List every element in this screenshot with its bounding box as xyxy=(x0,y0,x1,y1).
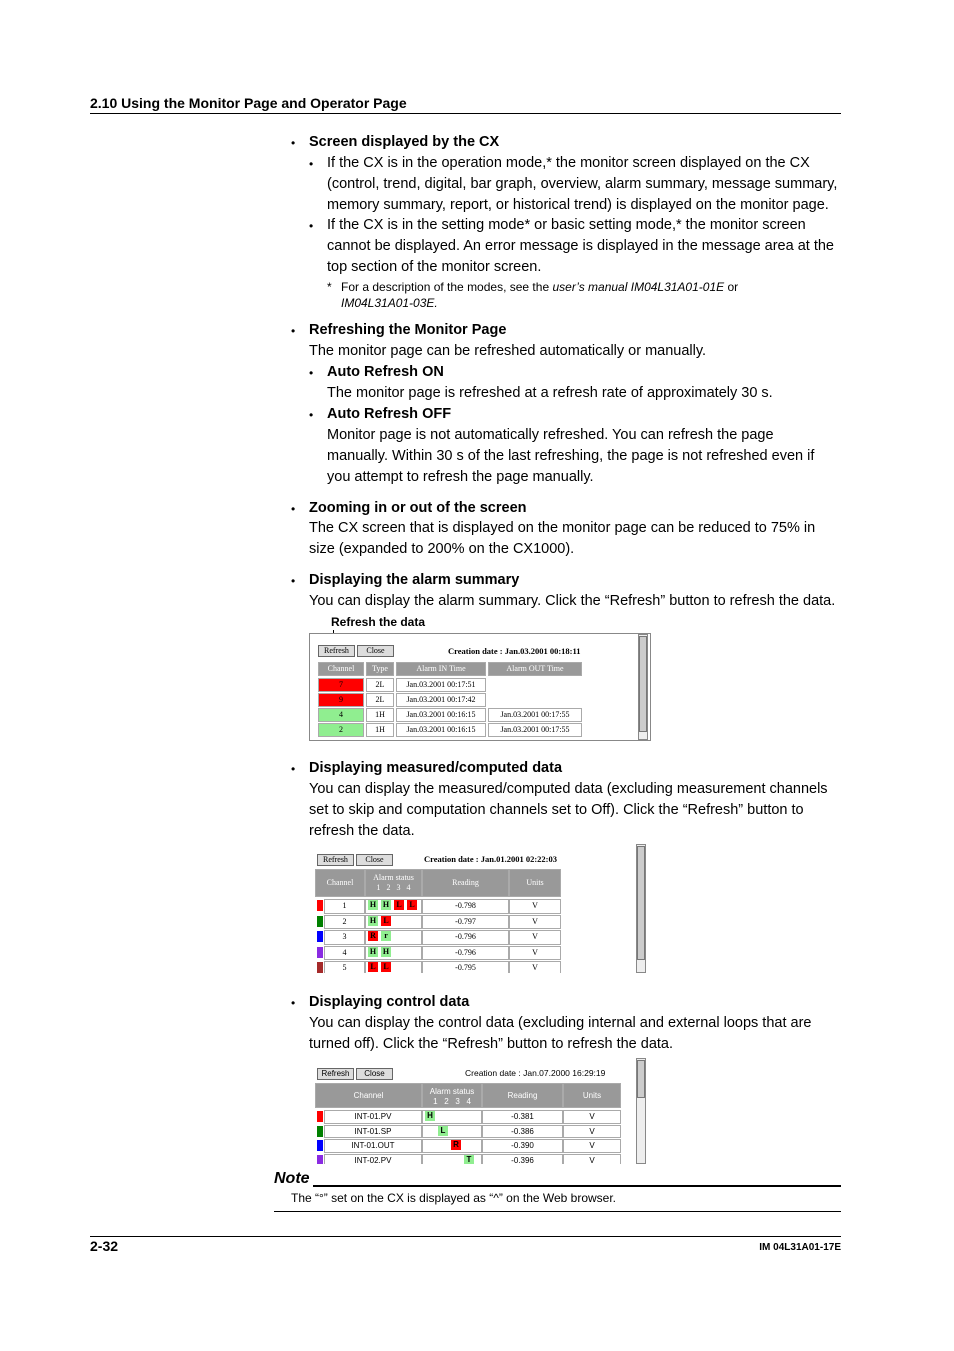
alarm-indicator: L xyxy=(394,900,404,910)
alarm-type: 1H xyxy=(366,708,394,722)
alarm-out-time: Jan.03.2001 00:17:55 xyxy=(488,723,582,737)
column-header: Type xyxy=(366,662,394,676)
unit-value: V xyxy=(509,961,561,973)
channel-name: 5 xyxy=(324,961,365,973)
unit-value: V xyxy=(509,946,561,961)
bullet: • xyxy=(309,366,314,380)
alarm-indicator: H xyxy=(382,946,390,956)
column-header: Channel xyxy=(318,662,364,676)
channel-name: INT-02.PV xyxy=(324,1154,422,1164)
bullet: • xyxy=(291,502,296,516)
note-rule-top xyxy=(313,1185,841,1187)
unit-value: V xyxy=(563,1110,621,1124)
alarm-level-numbers: 1 2 3 4 xyxy=(433,1097,471,1106)
column-header xyxy=(422,869,509,897)
note-title: Note xyxy=(274,1170,310,1187)
scrollbar-thumb[interactable] xyxy=(639,636,647,732)
bullet: • xyxy=(291,136,296,150)
channel-color-swatch xyxy=(317,1126,323,1137)
sec1-bullet1: If the CX is in the operation mode,* the monitor screen displayed on the CX (control, trend, digital, bar graph, overview, alarm summary, message summary, memory summary, report, or historical trend) is displayed on the monitor page. xyxy=(327,155,838,213)
alarm-in-time: Jan.03.2001 00:16:15 xyxy=(396,723,486,737)
reading-value: -0.796 xyxy=(422,946,509,961)
column-header xyxy=(563,1083,621,1108)
alarm-type: 2L xyxy=(366,693,394,707)
channel-color-swatch xyxy=(317,1155,323,1164)
bullet: • xyxy=(291,996,296,1010)
footnote-or: or xyxy=(727,280,739,294)
alarm-indicator: R xyxy=(368,931,378,941)
bullet: • xyxy=(291,574,296,588)
alarm-type: 2L xyxy=(366,678,394,692)
close-button[interactable]: Close xyxy=(357,645,394,657)
column-header-label: Channel xyxy=(326,878,354,887)
alarm-indicator: L xyxy=(381,916,391,926)
unit-value: V xyxy=(509,899,561,914)
alarm-status-cell xyxy=(422,1125,482,1139)
channel-name: INT-01.SP xyxy=(324,1125,422,1139)
sec5-text: You can display the measured/computed data (excluding measurement channels set to skip and computation channels set to Off). Click the “Refresh” button to refresh the data. xyxy=(309,781,828,839)
reading-value: -0.797 xyxy=(422,915,509,930)
auto-refresh-off-text: Monitor page is not automatically refreshed. You can refresh the page manually. Within 30 s of the last refreshing, the page is not refreshed even if you attempt to refresh the page manually. xyxy=(327,427,815,485)
note-rule-bottom xyxy=(274,1211,841,1212)
sec6-text: You can display the control data (excluding internal and external loops that are turned off). Click the “Refresh” button to refresh the data. xyxy=(309,1015,812,1052)
close-button[interactable]: Close xyxy=(356,854,393,866)
reading-value: -0.390 xyxy=(482,1139,563,1153)
column-header-label: Reading xyxy=(452,878,479,887)
alarm-out-time: Jan.03.2001 00:17:55 xyxy=(488,708,582,722)
unit-value: V xyxy=(509,915,561,930)
sec4-text: You can display the alarm summary. Click the “Refresh” button to refresh the data. xyxy=(309,593,836,609)
footnote-pre: For a description of the modes, see the xyxy=(341,280,550,294)
reading-value: -0.396 xyxy=(482,1154,563,1164)
sec1-title: Screen displayed by the CX xyxy=(309,134,500,150)
alarm-level-numbers: 1 2 3 4 xyxy=(376,883,411,892)
channel-color-swatch xyxy=(317,916,323,927)
column-header-label: Units xyxy=(582,1091,602,1100)
sec6-title: Displaying control data xyxy=(309,994,470,1010)
channel-name: INT-01.PV xyxy=(324,1110,422,1124)
column-header: Alarm OUT Time xyxy=(488,662,582,676)
channel-color-swatch xyxy=(317,1111,323,1122)
bullet: • xyxy=(291,762,296,776)
channel-color-swatch xyxy=(317,931,323,942)
bullet: • xyxy=(309,408,314,422)
sec4-title: Displaying the alarm summary xyxy=(309,572,520,588)
sec2-title: Refreshing the Monitor Page xyxy=(309,322,507,338)
auto-refresh-on-title: Auto Refresh ON xyxy=(327,364,444,380)
auto-refresh-off-title: Auto Refresh OFF xyxy=(327,406,452,422)
column-header-label: Units xyxy=(526,878,544,887)
scrollbar-thumb[interactable] xyxy=(637,846,645,960)
column-header xyxy=(422,1083,482,1108)
alarm-indicator: H xyxy=(382,900,390,909)
sec2-intro: The monitor page can be refreshed automatically or manually. xyxy=(309,343,707,359)
header-rule xyxy=(90,113,841,114)
channel-color-swatch xyxy=(317,962,323,973)
unit-value: V xyxy=(563,1125,621,1139)
channel-color-swatch xyxy=(317,1140,323,1151)
alarm-indicator: R xyxy=(451,1140,461,1150)
measured-data-screenshot xyxy=(309,844,648,973)
column-header-label: Reading xyxy=(507,1091,538,1100)
alarm-channel: 2 xyxy=(318,723,364,737)
channel-name: 1 xyxy=(324,899,365,914)
page-number: 2-32 xyxy=(90,1238,119,1254)
alarm-indicator: T xyxy=(464,1155,474,1164)
alarm-channel: 4 xyxy=(318,708,364,722)
alarm-indicator: L xyxy=(438,1126,448,1136)
bullet: • xyxy=(309,219,314,233)
alarm-in-time: Jan.03.2001 00:17:51 xyxy=(396,678,486,692)
column-header xyxy=(482,1083,563,1108)
footnote-star: * xyxy=(327,280,332,294)
alarm-in-time: Jan.03.2001 00:17:42 xyxy=(396,693,486,707)
footnote-manual2: IM04L31A01-03E. xyxy=(341,296,438,310)
column-header xyxy=(365,869,422,897)
column-header-label: Alarm status xyxy=(373,873,414,882)
footer-rule xyxy=(90,1236,841,1237)
doc-number: IM 04L31A01-17E xyxy=(759,1242,841,1253)
sec5-title: Displaying measured/computed data xyxy=(309,760,563,776)
unit-value: V xyxy=(563,1154,621,1164)
column-header xyxy=(315,1083,422,1108)
note-text: The “°” set on the CX is displayed as “^” on the Web browser. xyxy=(291,1191,617,1205)
sec3-text: The CX screen that is displayed on the monitor page can be reduced to 75% in size (expanded to 200% on the CX1000). xyxy=(309,520,816,557)
creation-date: Creation date : Jan.03.2001 00:18:11 xyxy=(448,646,581,656)
alarm-in-time: Jan.03.2001 00:16:15 xyxy=(396,708,486,722)
column-header xyxy=(315,869,365,897)
channel-name: 3 xyxy=(324,930,365,945)
creation-date: Creation date : Jan.01.2001 02:22:03 xyxy=(424,854,557,864)
alarm-channel: 9 xyxy=(318,693,364,707)
column-header-label: Alarm status xyxy=(429,1087,475,1096)
alarm-channel: 7 xyxy=(318,678,364,692)
reading-value: -0.386 xyxy=(482,1125,563,1139)
unit-value: V xyxy=(563,1139,621,1153)
reading-value: -0.796 xyxy=(422,930,509,945)
alarm-indicator: H xyxy=(369,946,377,956)
refresh-button[interactable]: Refresh xyxy=(318,645,355,657)
bullet: • xyxy=(291,324,296,338)
auto-refresh-on-text: The monitor page is refreshed at a refresh rate of approximately 30 s. xyxy=(327,385,773,401)
footnote-manual1: user’s manual IM04L31A01-01E xyxy=(552,280,725,294)
alarm-indicator: H xyxy=(369,900,377,909)
channel-name: 2 xyxy=(324,915,365,930)
alarm-indicator: r xyxy=(381,931,391,941)
close-button[interactable]: Close xyxy=(356,1068,393,1080)
column-header-label: Channel xyxy=(353,1091,384,1100)
reading-value: -0.795 xyxy=(422,961,509,973)
alarm-summary-screenshot xyxy=(309,633,651,741)
refresh-button[interactable]: Refresh xyxy=(317,854,354,866)
alarm-indicator: H xyxy=(425,1111,435,1121)
reading-value: -0.798 xyxy=(422,899,509,914)
footnote xyxy=(341,279,801,311)
refresh-button[interactable]: Refresh xyxy=(317,1068,354,1080)
sec1-bullet2: If the CX is in the setting mode* or basic setting mode,* the monitor screen cannot be displayed. An error message is displayed in the message area at the top section of the monitor screen. xyxy=(327,217,834,275)
alarm-indicator: H xyxy=(369,915,377,925)
section-header: 2.10 Using the Monitor Page and Operator Page xyxy=(90,95,407,111)
alarm-indicator: L xyxy=(407,900,417,910)
unit-value: V xyxy=(509,930,561,945)
refresh-callout: Refresh the data xyxy=(331,615,426,629)
channel-color-swatch xyxy=(317,900,323,911)
alarm-indicator: L xyxy=(368,962,378,972)
column-header xyxy=(509,869,561,897)
channel-name: 4 xyxy=(324,946,365,961)
alarm-type: 1H xyxy=(366,723,394,737)
control-data-screenshot xyxy=(309,1058,648,1164)
creation-date: Creation date : Jan.07.2000 16:29:19 xyxy=(465,1068,606,1078)
sec3-title: Zooming in or out of the screen xyxy=(309,500,527,516)
channel-name: INT-01.OUT xyxy=(324,1139,422,1153)
alarm-indicator: L xyxy=(381,962,391,972)
bullet: • xyxy=(309,157,314,171)
column-header: Alarm IN Time xyxy=(396,662,486,676)
reading-value: -0.381 xyxy=(482,1110,563,1124)
channel-color-swatch xyxy=(317,947,323,958)
scrollbar-thumb[interactable] xyxy=(637,1060,645,1098)
